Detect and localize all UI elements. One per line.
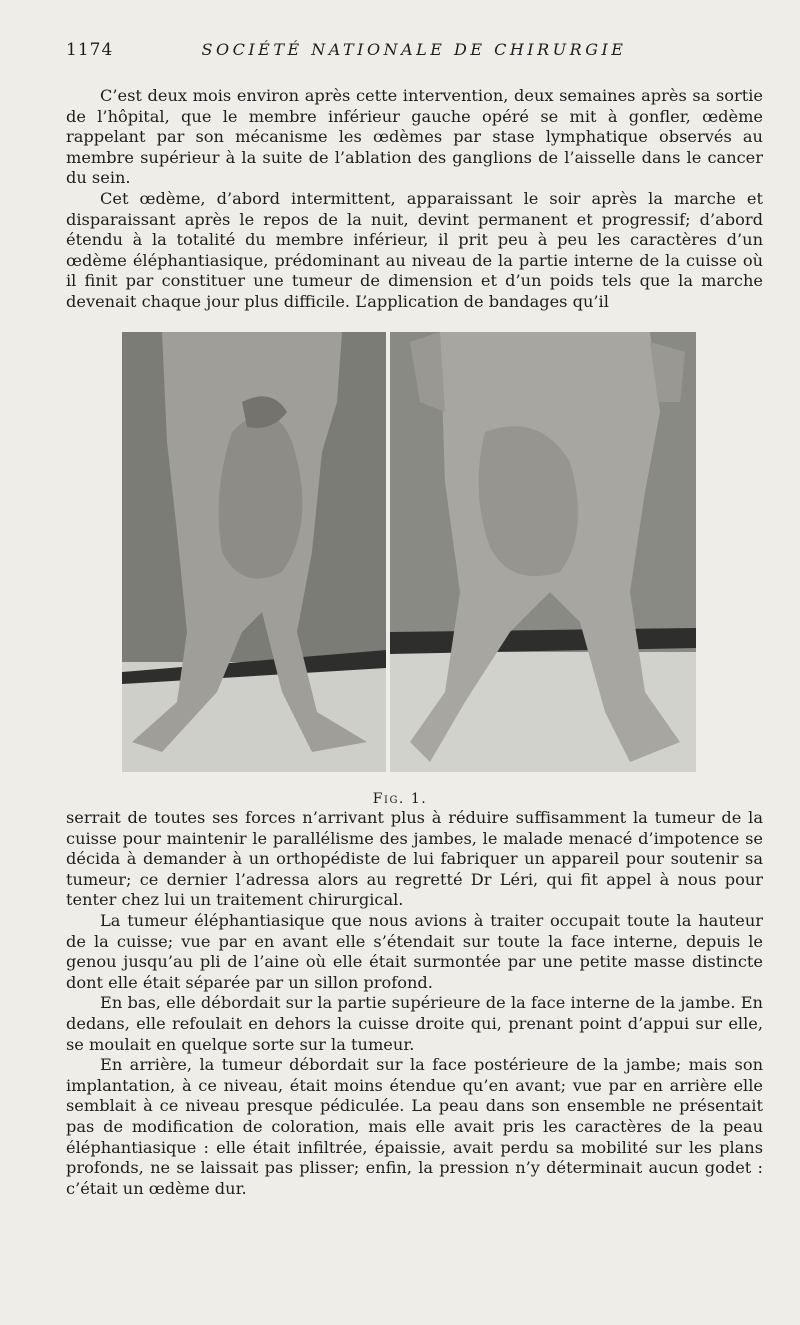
- body-text-top: [66, 86, 763, 313]
- paragraph: En bas, elle débordait sur la partie supérieure de la face interne de la jambe. En dedans, elle refoulait en dehors la cuisse droite qui, prenant point d’appui sur elle, se moulait en quelque sorte sur la tumeur.: [66, 993, 763, 1054]
- running-head: [66, 40, 762, 64]
- photo-front-view: [122, 332, 386, 772]
- journal-title: SOCIÉTÉ NATIONALE DE CHIRURGIE: [201, 40, 627, 59]
- paragraph: Cet œdème, d’abord intermittent, apparaissant le soir après la marche et disparaissant après le repos de la nuit, devint permanent et progressif; d’abord étendu à la totalité du membre inférieur, il prit peu à peu les caractères d’un œdème éléphantiasique, prédominant au niveau de la partie interne de la cuisse où il finit par constituer une tumeur de dimension et d’un poids tels que la marche devenait chaque jour plus difficile. L’application de bandages qu’il: [66, 188, 763, 311]
- photo-back-view: [390, 332, 696, 772]
- page-number: 1174: [66, 40, 114, 60]
- paragraph: La tumeur éléphantiasique que nous avions à traiter occupait toute la hauteur de la cuisse; vue par en avant elle s’étendait sur toute la face interne, depuis le genou jusqu’au pli de l’aine où elle était surmontée par une petite masse distincte dont elle était séparée par un sillon profond.: [66, 910, 763, 992]
- paragraph: serrait de toutes ses forces n’arrivant plus à réduire suffisamment la tumeur de la cuisse pour maintenir le parallélisme des jambes, le malade menacé d’impotence se décida à demander à un orthopédiste de lui fabriquer un appareil pour soutenir sa tumeur; ce dernier l’adressa alors au regretté Dr Léri, qui fit appel à nous pour tenter chez lui un traitement chirurgical.: [66, 808, 763, 910]
- paragraph: En arrière, la tumeur débordait sur la face postérieure de la jambe; mais son implantation, à ce niveau, était moins étendue qu’en avant; vue par en arrière elle semblait à ce niveau presque pédiculée. La peau dans son ensemble ne présentait pas de modification de coloration, mais elle avait pris les caractères de la peau éléphantiasique : elle était infiltrée, épaissie, avait perdu sa mobilité sur les plans profonds, ne se laissait pas plisser; enfin, la pression n’y déterminait aucun godet : c’était un œdème dur.: [66, 1055, 763, 1198]
- figure-caption: Fig. 1.: [372, 791, 428, 807]
- paragraph: C’est deux mois environ après cette intervention, deux semaines après sa sortie de l’hôpital, que le membre inférieur gauche opéré se mit à gonfler, œdème rappelant par son mécanisme les œdèmes par stase lymphatique observés au membre supérieur à la suite de l’ablation des ganglions de l’aisselle dans le cancer du sein.: [66, 86, 763, 188]
- body-text-bottom: [66, 808, 763, 1199]
- figure: [122, 332, 696, 772]
